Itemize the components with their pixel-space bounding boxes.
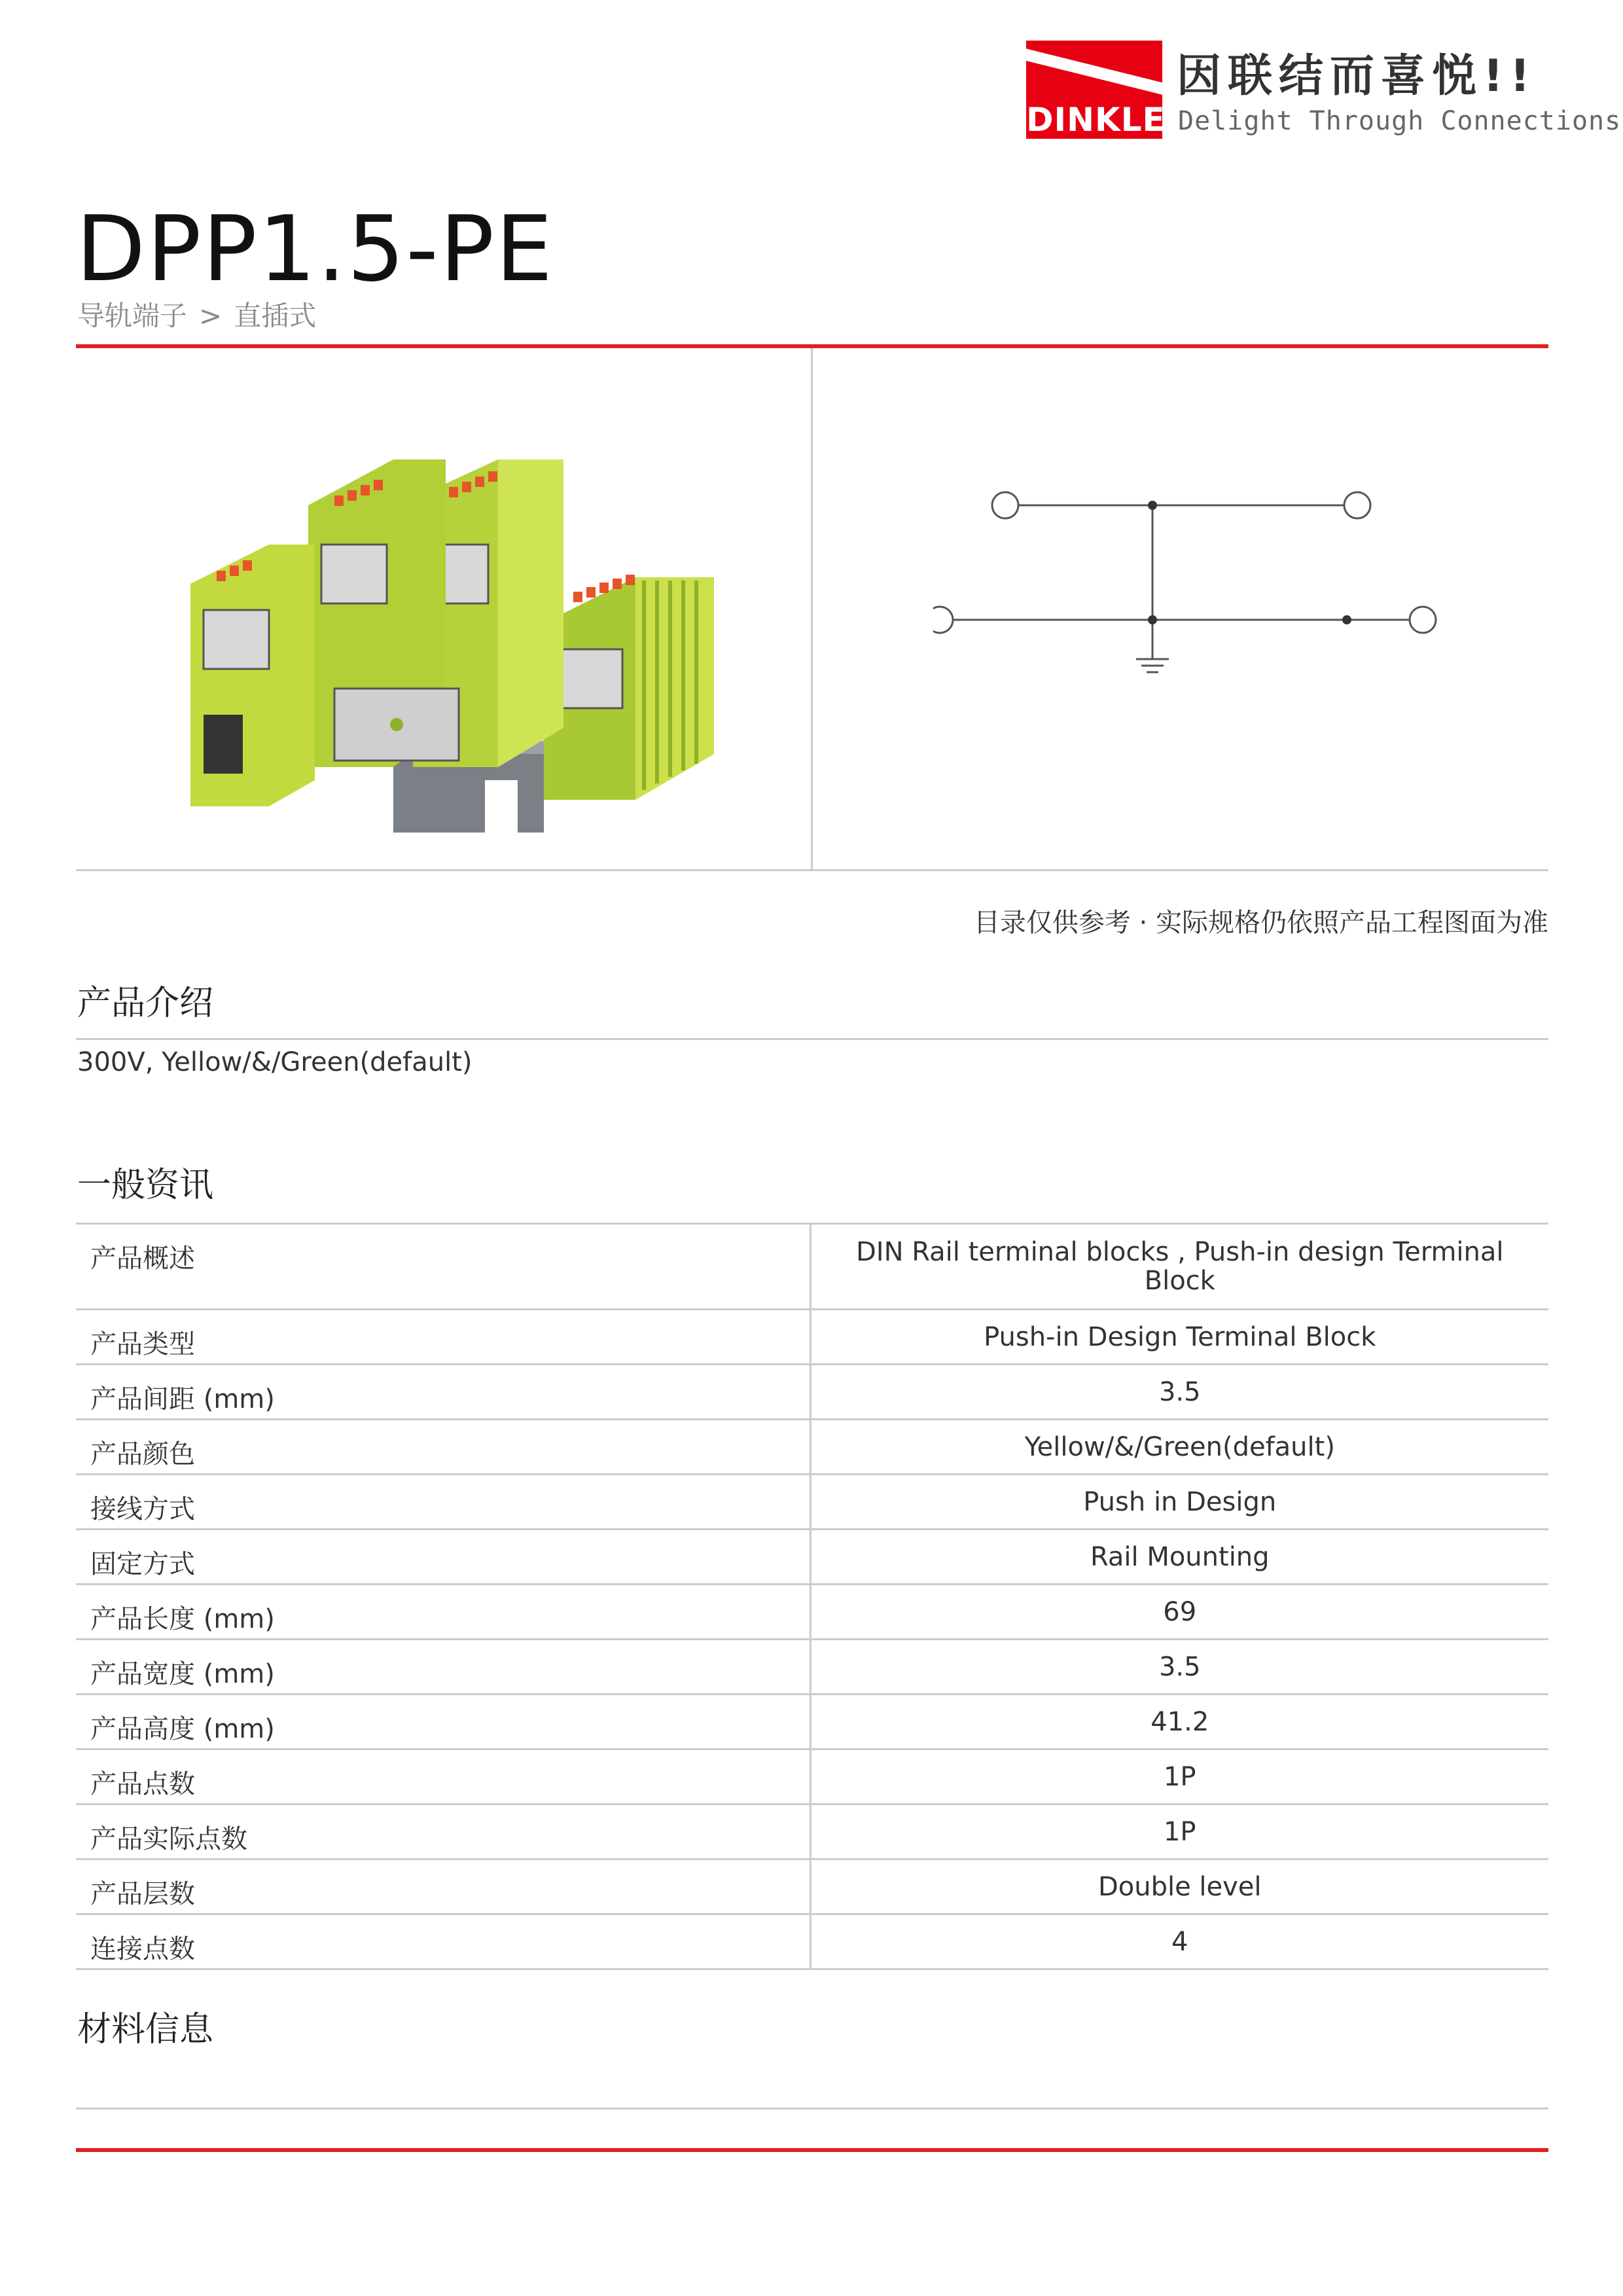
breadcrumb-separator: > (199, 300, 223, 332)
table-row (76, 1695, 1548, 1749)
panel-divider (811, 348, 813, 869)
spec-label: 产品层数 (76, 1859, 810, 1914)
table-row (76, 1914, 1548, 1969)
spec-label: 产品高度 (mm) (76, 1695, 810, 1749)
spec-label: 产品类型 (76, 1310, 810, 1365)
intro-section-title: 产品介绍 (77, 984, 214, 1023)
table-row (76, 1749, 1548, 1804)
table-row (76, 1365, 1548, 1420)
brand-name: DINKLE (1026, 101, 1166, 139)
spec-value: Double level (810, 1859, 1548, 1914)
wiring-schematic (933, 453, 1444, 728)
dinkle-logo-mark (1026, 41, 1166, 139)
spec-label: 产品间距 (mm) (76, 1365, 810, 1420)
spec-value: Push-in Design Terminal Block (810, 1310, 1548, 1365)
breadcrumb-item-subcategory[interactable]: 直插式 (234, 300, 317, 332)
spec-value: 41.2 (810, 1695, 1548, 1749)
intro-text: 300V, Yellow/&/Green(default) (77, 1047, 473, 1077)
spec-value: 3.5 (810, 1365, 1548, 1420)
slogan-english: Delight Through Connections (1178, 106, 1622, 136)
table-row (76, 1224, 1548, 1310)
table-row (76, 1804, 1548, 1859)
spec-label: 产品概述 (76, 1224, 810, 1310)
spec-value: 1P (810, 1804, 1548, 1859)
material-section-title: 材料信息 (77, 2010, 214, 2049)
spec-value: DIN Rail terminal blocks , Push-in design Terminal Block (810, 1224, 1548, 1310)
spec-value: Push in Design (810, 1475, 1548, 1530)
table-row (76, 1640, 1548, 1695)
intro-divider (76, 1038, 1548, 1040)
general-section-title: 一般资讯 (77, 1166, 214, 1205)
spec-label: 产品长度 (mm) (76, 1585, 810, 1640)
spec-label: 产品实际点数 (76, 1804, 810, 1859)
spec-label: 连接点数 (76, 1914, 810, 1969)
spec-label: 产品颜色 (76, 1420, 810, 1475)
spec-value: 4 (810, 1914, 1548, 1969)
table-row (76, 1420, 1548, 1475)
breadcrumb (77, 295, 316, 334)
spec-label: 固定方式 (76, 1530, 810, 1585)
spec-value: 1P (810, 1749, 1548, 1804)
spec-value: 3.5 (810, 1640, 1548, 1695)
product-image-panel (76, 348, 1548, 871)
brand-logo (1026, 41, 1622, 142)
spec-label: 产品点数 (76, 1749, 810, 1804)
spec-value: Yellow/&/Green(default) (810, 1420, 1548, 1475)
spec-label: 接线方式 (76, 1475, 810, 1530)
breadcrumb-item-category[interactable]: 导轨端子 (77, 300, 188, 332)
disclaimer-text: 目录仅供参考 · 实际规格仍依照产品工程图面为准 (973, 908, 1548, 938)
spec-value: Rail Mounting (810, 1530, 1548, 1585)
table-row (76, 1310, 1548, 1365)
table-row (76, 1475, 1548, 1530)
footer-divider (76, 2148, 1548, 2152)
spec-table (76, 1223, 1548, 1970)
product-title: DPP1.5-PE (76, 196, 554, 302)
table-row (76, 1530, 1548, 1585)
slogan-chinese: 因联结而喜悦!! (1177, 50, 1537, 102)
spec-label: 产品宽度 (mm) (76, 1640, 810, 1695)
spec-value: 69 (810, 1585, 1548, 1640)
table-row (76, 1859, 1548, 1914)
material-divider (76, 2108, 1548, 2109)
table-row (76, 1585, 1548, 1640)
product-photo (177, 414, 793, 833)
